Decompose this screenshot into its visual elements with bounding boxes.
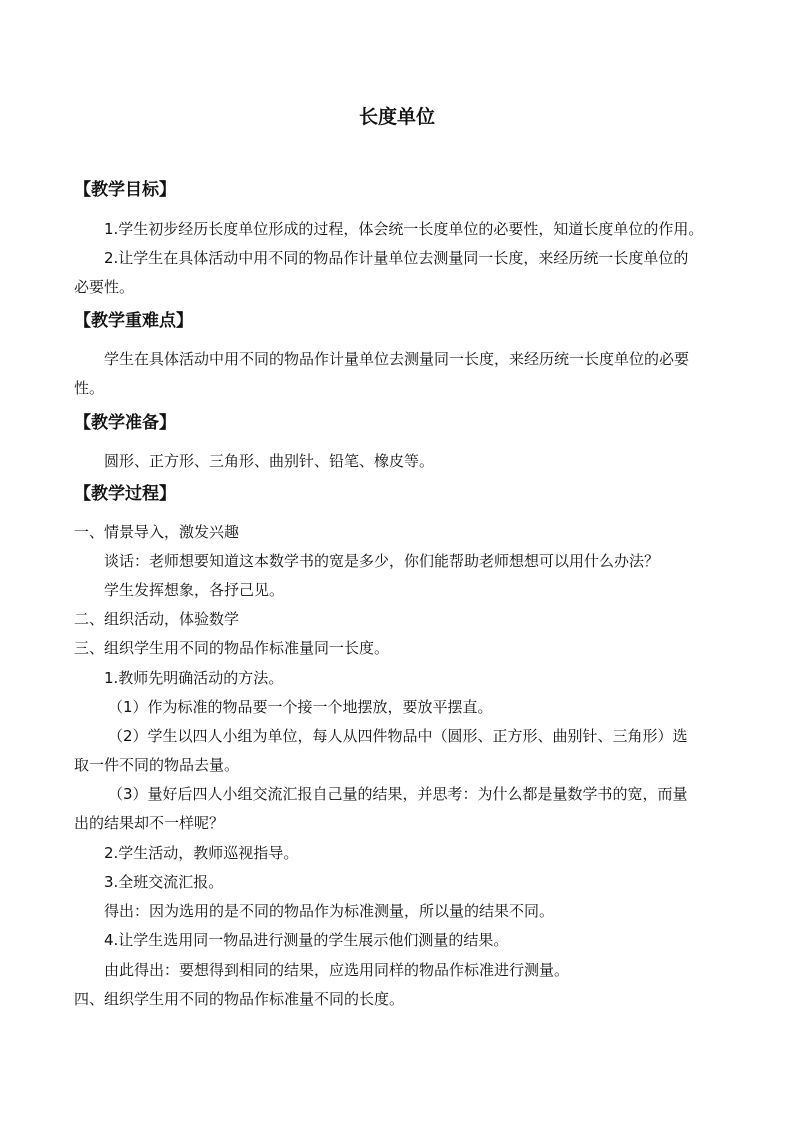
- process-line-5: 三、组织学生用不同的物品作标准量同一长度。: [74, 639, 390, 657]
- process-line-9: 取一件不同的物品去量。: [74, 756, 240, 774]
- heading-process: 【教学过程】: [74, 484, 176, 504]
- heading-preparation: 【教学准备】: [74, 413, 176, 433]
- process-line-15: 4.让学生选用同一物品进行测量的学生展示他们测量的结果。: [104, 931, 509, 949]
- goals-line-3: 必要性。: [74, 278, 135, 296]
- keypoints-line-1: 学生在具体活动中用不同的物品作计量单位去测量同一长度，来经历统一长度单位的必要: [104, 350, 690, 368]
- process-line-6: 1.教师先明确活动的方法。: [104, 669, 284, 687]
- document-title: 长度单位: [358, 106, 435, 128]
- process-line-16: 由此得出：要想得到相同的结果，应选用同样的物品作标准进行测量。: [104, 961, 570, 979]
- heading-teaching-goals: 【教学目标】: [74, 180, 176, 200]
- heading-key-points: 【教学重难点】: [74, 311, 193, 331]
- prep-line-1: 圆形、正方形、三角形、曲别针、铅笔、橡皮等。: [104, 452, 435, 470]
- process-line-17: 四、组织学生用不同的物品作标准量不同的长度。: [74, 990, 405, 1008]
- process-line-10: （3）量好后四人小组交流汇报自己量的结果，并思考：为什么都是量数学书的宽，而量: [108, 785, 688, 803]
- process-line-8: （2）学生以四人小组为单位，每人从四件物品中（圆形、正方形、曲别针、三角形）选: [108, 727, 688, 745]
- process-line-12: 2.学生活动，教师巡视指导。: [104, 844, 299, 862]
- process-line-13: 3.全班交流汇报。: [104, 873, 224, 891]
- process-line-4: 二、组织活动，体验数学: [74, 610, 240, 628]
- goals-line-2: 2.让学生在具体活动中用不同的物品作计量单位去测量同一长度，来经历统一长度单位的: [104, 249, 689, 267]
- keypoints-line-2: 性。: [74, 379, 105, 397]
- process-line-7: （1）作为标准的物品要一个接一个地摆放，要放平摆直。: [108, 698, 493, 716]
- process-line-2: 谈话：老师想要知道这本数学书的宽是多少，你们能帮助老师想想可以用什么办法？: [104, 552, 660, 570]
- process-line-3: 学生发挥想象，各抒己见。: [104, 581, 285, 599]
- process-line-11: 出的结果却不一样呢？: [74, 814, 225, 832]
- process-line-1: 一、情景导入，激发兴趣: [74, 523, 240, 541]
- process-line-14: 得出：因为选用的是不同的物品作为标准测量，所以量的结果不同。: [104, 902, 555, 920]
- goals-line-1: 1.学生初步经历长度单位形成的过程，体会统一长度单位的必要性，知道长度单位的作用。: [104, 220, 704, 238]
